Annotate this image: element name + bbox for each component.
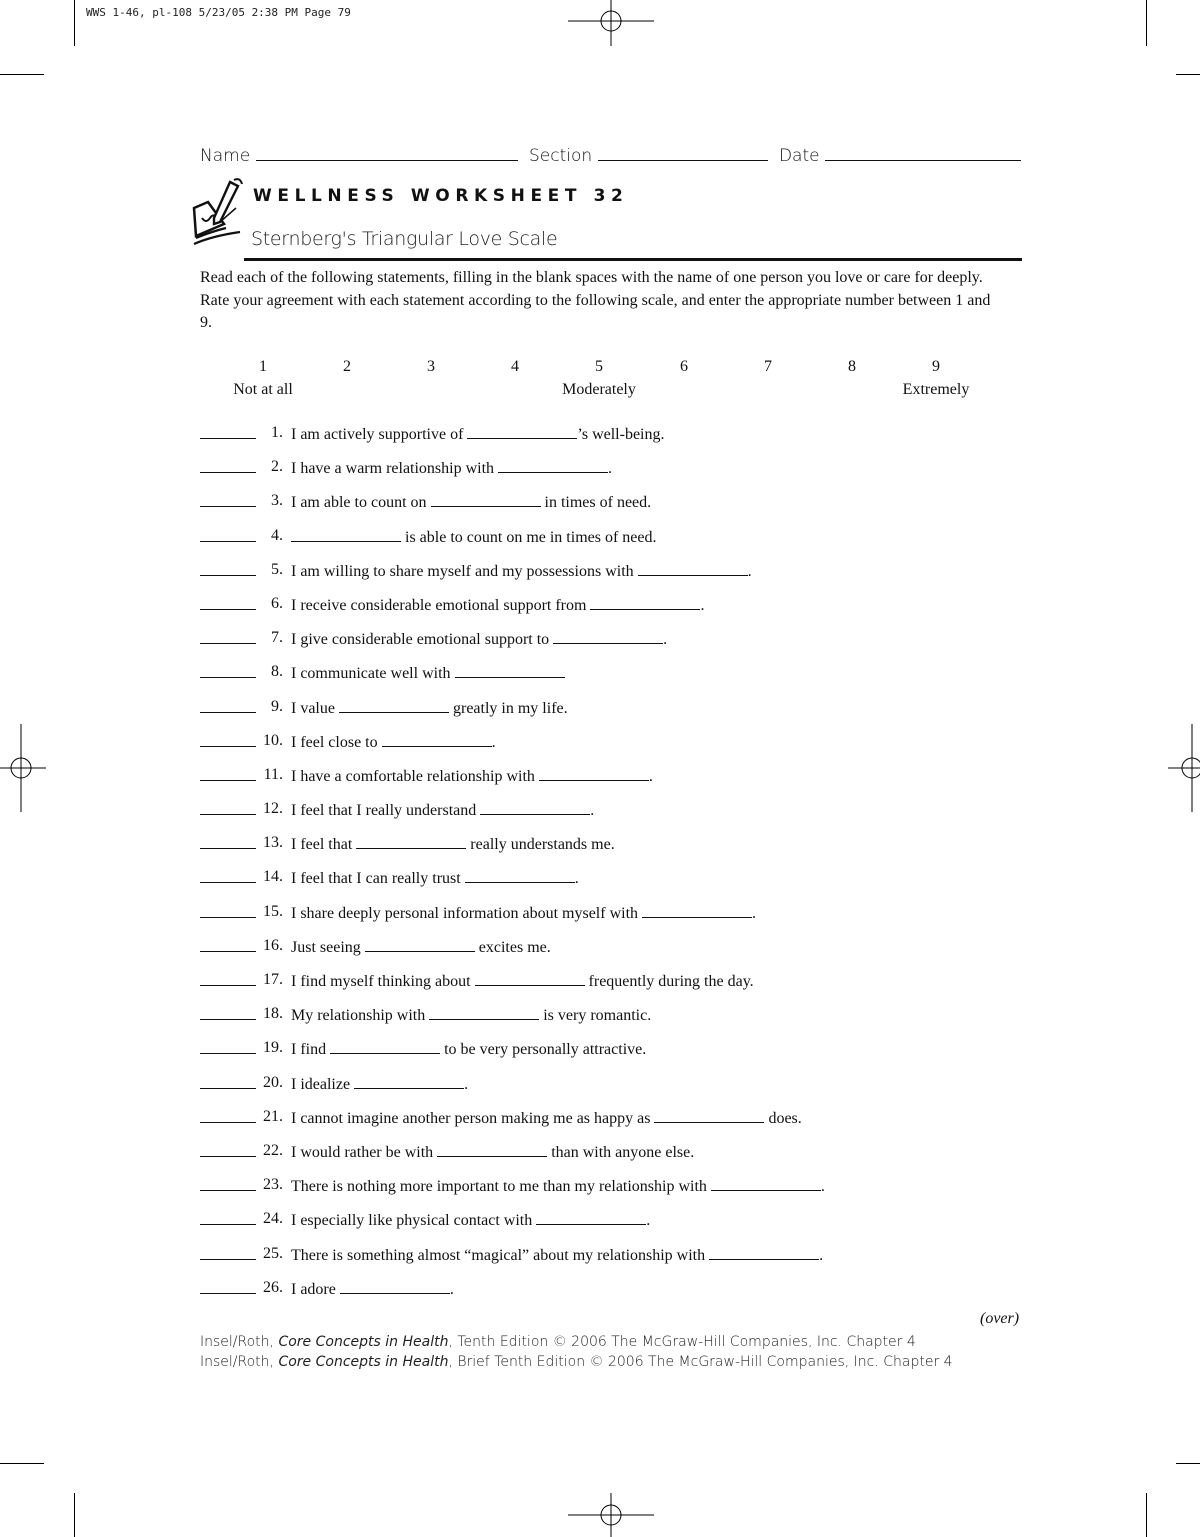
scale-number: 2: [343, 358, 351, 375]
statement-text: [291, 902, 756, 924]
over-note: (over): [980, 1310, 1020, 1327]
statement-text-before: I am willing to share myself and my possessions with: [291, 562, 638, 580]
statement-text-after: .: [464, 1075, 469, 1093]
statement-text-after: is very romantic.: [539, 1007, 652, 1025]
statement-text-before: I receive considerable emotional support from: [291, 596, 591, 614]
statement-number: 16.: [263, 936, 283, 954]
statement-item: [200, 1073, 1020, 1107]
scale-number: 6: [680, 358, 688, 375]
scale-number: 1: [259, 358, 267, 375]
scale-number: 8: [848, 358, 856, 375]
statement-text: [291, 560, 752, 582]
statement-text-before: I have a warm relationship with: [291, 460, 499, 478]
statement-text-before: I give considerable emotional support to: [291, 631, 554, 649]
crop-mark: [1146, 1493, 1147, 1537]
statement-text-before: I feel that I really understand: [291, 802, 481, 820]
statement-text: [291, 594, 704, 616]
name-blank-field[interactable]: [382, 731, 492, 747]
statement-number: 11.: [263, 765, 283, 783]
statement-number: 18.: [263, 1005, 283, 1023]
statement-text-after: than with anyone else.: [547, 1143, 695, 1161]
statement-item: [200, 833, 1020, 867]
statement-text-before: I feel close to: [291, 733, 382, 751]
statement-number: 8.: [271, 663, 283, 681]
statement-text-after: .: [752, 904, 757, 922]
statement-text-before: I cannot imagine another person making me as happy as: [291, 1109, 655, 1127]
statement-item: [200, 799, 1020, 833]
statement-text: [291, 867, 579, 889]
statement-text: [291, 1278, 454, 1300]
statement-text: [291, 1107, 802, 1129]
date-field[interactable]: [825, 146, 1021, 161]
statement-number: 20.: [263, 1073, 283, 1091]
statement-text-after: .: [449, 1280, 454, 1298]
statement-number: 1.: [271, 424, 283, 441]
crop-mark: [1176, 74, 1200, 75]
statement-item: [200, 594, 1020, 628]
footer-edition: , Tenth Edition © 2006 The McGraw-Hill Companies, Inc. Chapter 4: [448, 1334, 916, 1350]
statement-item: [200, 902, 1020, 936]
statement-text-after: .: [700, 596, 705, 614]
name-blank-field[interactable]: [431, 491, 541, 507]
statement-text-before: I adore: [291, 1280, 340, 1298]
statement-text: [291, 1175, 825, 1197]
statement-item: [200, 1244, 1020, 1278]
statement-item: [200, 936, 1020, 970]
statement-text-before: Just seeing: [291, 938, 365, 956]
statement-number: 2.: [271, 458, 283, 476]
statement-number: 15.: [263, 902, 283, 920]
name-blank-field[interactable]: [498, 457, 608, 473]
statement-text-before: I am able to count on: [291, 494, 431, 512]
name-blank-field[interactable]: [354, 1073, 464, 1089]
statement-text-before: I idealize: [291, 1075, 355, 1093]
statement-text-before: I share deeply personal information about myself with: [291, 904, 643, 922]
statement-text-after: .: [747, 562, 752, 580]
statement-item: [200, 970, 1020, 1004]
statement-item: [200, 423, 1020, 457]
registration-mark-icon: [568, 0, 654, 46]
statement-number: 24.: [263, 1210, 283, 1228]
registration-mark-icon: [0, 724, 46, 812]
printer-slug: WWS 1-46, pl-108 5/23/05 2:38 PM Page 79: [86, 6, 351, 19]
instructions: Read each of the following statements, filling in the blank spaces with the name of one person you love or care for deeply. Rate your agreement with each statement according to the following scale, and enter the appropriate number between 1 and 9.: [200, 269, 991, 331]
statement-text-after: excites me.: [474, 938, 551, 956]
name-blank-field[interactable]: [455, 662, 565, 678]
statement-number: 12.: [263, 800, 283, 818]
statement-number: 3.: [271, 492, 283, 510]
statement-text-before: I feel that: [291, 836, 357, 854]
statement-item: [200, 1141, 1020, 1175]
statement-text: [291, 697, 568, 719]
statement-text-before: I especially like physical contact with: [291, 1212, 537, 1230]
scale-number: 9: [932, 358, 940, 375]
scale-number: 7: [764, 358, 772, 375]
statement-text-after: ’s well-being.: [577, 426, 665, 443]
name-blank-field[interactable]: [340, 1278, 450, 1294]
statement-text: [291, 457, 612, 479]
statement-number: 7.: [271, 629, 283, 647]
statement-text-after: .: [820, 1178, 825, 1196]
footer-author: Insel/Roth,: [200, 1354, 279, 1370]
statement-item: [200, 1209, 1020, 1243]
statement-number: 5.: [271, 560, 283, 578]
statement-text-after: .: [819, 1246, 824, 1264]
statement-text-before: I would rather be with: [291, 1143, 438, 1161]
name-section-date-line: [200, 146, 1021, 166]
statement-text: [291, 765, 653, 787]
statement-item: [200, 867, 1020, 901]
statement-item: [200, 731, 1020, 765]
footer-line-1: [200, 1334, 916, 1350]
statement-number: 6.: [271, 594, 283, 612]
statement-text-after: .: [646, 1212, 651, 1230]
statement-item: [200, 457, 1020, 491]
registration-mark-icon: [568, 1493, 654, 1537]
name-blank-field[interactable]: [429, 1004, 539, 1020]
name-blank-field[interactable]: [553, 628, 663, 644]
title-rule: [244, 258, 1022, 261]
scale-number: 5: [595, 358, 603, 375]
statement-item: [200, 1107, 1020, 1141]
scale-high-label: Extremely: [902, 381, 970, 398]
name-blank-field[interactable]: [539, 765, 649, 781]
statement-item: [200, 765, 1020, 799]
worksheet-subtitle: Sternberg's Triangular Love Scale: [251, 228, 558, 250]
statement-number: 14.: [263, 868, 283, 886]
crop-mark: [1176, 1463, 1200, 1464]
statement-item: [200, 1004, 1020, 1038]
statement-text-after: greatly in my life.: [448, 699, 568, 717]
statement-item: [200, 628, 1020, 662]
footer-author: Insel/Roth,: [200, 1334, 279, 1350]
statement-text-before: I am actively supportive of: [291, 426, 468, 443]
statement-text: [291, 1073, 468, 1095]
worksheet-title: WELLNESS WORKSHEET 32: [253, 186, 629, 206]
statement-text: [291, 731, 496, 753]
pen-and-paper-icon: [190, 178, 248, 252]
name-blank-field[interactable]: [475, 970, 585, 986]
scale-number: 4: [511, 358, 519, 375]
statement-text-after: .: [590, 802, 595, 820]
statement-text-after: .: [574, 870, 579, 888]
crop-mark: [0, 74, 44, 75]
name-blank-field[interactable]: [330, 1038, 440, 1054]
statement-text: [291, 1004, 651, 1026]
statement-text-before: I communicate well with: [291, 665, 455, 683]
statement-number: 26.: [263, 1278, 283, 1296]
statement-text: [291, 491, 651, 513]
statement-list: [200, 423, 1020, 1312]
statement-text-after: does.: [764, 1109, 802, 1127]
statement-text: [291, 423, 664, 445]
statement-text: [291, 1209, 650, 1231]
statement-item: [200, 697, 1020, 731]
footer-edition: , Brief Tenth Edition © 2006 The McGraw-Hill Companies, Inc. Chapter 4: [448, 1354, 953, 1370]
scale-mid-label: Moderately: [562, 381, 636, 398]
statement-text-after: frequently during the day.: [584, 973, 754, 990]
section-field[interactable]: [598, 146, 768, 161]
statement-text-before: I feel that I can really trust: [291, 870, 465, 888]
statement-item: [200, 491, 1020, 525]
crop-mark: [74, 0, 75, 46]
statement-item: [200, 1038, 1020, 1072]
statement-text: [291, 526, 657, 548]
statement-text: [291, 1244, 823, 1266]
name-blank-field[interactable]: [437, 1141, 547, 1157]
statement-text: [291, 1038, 646, 1060]
statement-number: 10.: [263, 731, 283, 749]
name-blank-field[interactable]: [365, 936, 475, 952]
statement-item: [200, 662, 1020, 696]
statement-text: [291, 936, 551, 958]
statement-item: [200, 1278, 1020, 1312]
statement-text: [291, 833, 615, 855]
statement-item: [200, 526, 1020, 560]
statement-text-before: There is nothing more important to me than my relationship with: [291, 1178, 711, 1196]
statement-text-after: really understands me.: [466, 836, 615, 854]
statement-text: [291, 970, 754, 992]
crop-mark: [1146, 0, 1147, 46]
statement-text: [291, 799, 594, 821]
statement-text-after: .: [491, 733, 496, 751]
statement-number: 21.: [263, 1107, 283, 1125]
statement-number: 9.: [271, 697, 283, 715]
statement-text-before: I find myself thinking about: [291, 973, 475, 990]
statement-number: 13.: [263, 834, 283, 852]
statement-text-before: My relationship with: [291, 1007, 430, 1025]
name-blank-field[interactable]: [536, 1209, 646, 1225]
statement-text-after: .: [608, 460, 613, 478]
name-blank-field[interactable]: [638, 560, 748, 576]
scale-number: 3: [427, 358, 435, 375]
name-field[interactable]: [256, 146, 518, 161]
crop-mark: [0, 1463, 44, 1464]
statement-number: 25.: [263, 1244, 283, 1262]
statement-text-after: .: [648, 767, 653, 785]
statement-number: 23.: [263, 1176, 283, 1194]
name-blank-field[interactable]: [709, 1244, 819, 1260]
name-label: Name: [200, 146, 251, 166]
name-blank-field[interactable]: [465, 867, 575, 883]
name-blank-field[interactable]: [711, 1175, 821, 1191]
name-blank-field[interactable]: [590, 594, 700, 610]
statement-text-after: is able to count on me in times of need.: [401, 528, 657, 546]
statement-text-after: in times of need.: [540, 494, 652, 512]
name-blank-field[interactable]: [356, 833, 466, 849]
statement-text-before: I value: [291, 699, 339, 717]
name-blank-field[interactable]: [339, 697, 449, 713]
name-blank-field[interactable]: [654, 1107, 764, 1123]
footer-book-title: Core Concepts in Health: [278, 1354, 449, 1370]
statement-text-before: I find: [291, 1041, 331, 1059]
statement-text-after: to be very personally attractive.: [440, 1041, 647, 1059]
name-blank-field[interactable]: [642, 902, 752, 918]
statement-text: [291, 628, 667, 650]
crop-mark: [74, 1493, 75, 1537]
statement-item: [200, 560, 1020, 594]
statement-number: 22.: [263, 1141, 283, 1159]
statement-text-before: I have a comfortable relationship with: [291, 767, 539, 785]
scale-low-label: Not at all: [233, 381, 293, 398]
footer-line-2: [200, 1354, 953, 1370]
name-blank-field[interactable]: [467, 423, 577, 439]
registration-mark-icon: [1168, 724, 1200, 812]
date-label: Date: [778, 146, 820, 166]
statement-text: [291, 1141, 694, 1163]
statement-item: [200, 1175, 1020, 1209]
name-blank-field[interactable]: [291, 526, 401, 542]
statement-text-before: There is something almost “magical” about my relationship with: [291, 1246, 710, 1264]
statement-text: [291, 662, 565, 684]
statement-number: 17.: [263, 971, 283, 988]
section-label: Section: [528, 146, 593, 166]
statement-number: 19.: [263, 1039, 283, 1057]
statement-number: 4.: [271, 526, 283, 544]
footer-book-title: Core Concepts in Health: [278, 1334, 449, 1350]
statement-text-after: .: [663, 631, 668, 649]
name-blank-field[interactable]: [480, 799, 590, 815]
